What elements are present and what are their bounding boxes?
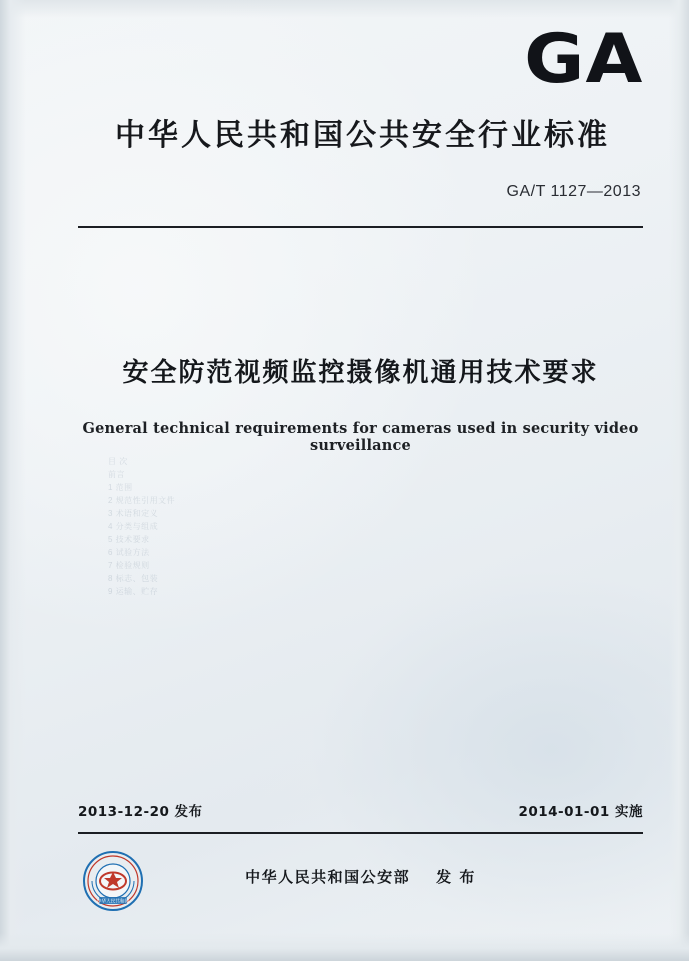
page-edge-left	[0, 0, 26, 961]
page-edge-right	[669, 0, 689, 961]
show-through-text: 目 次 前言 1 范围 2 规范性引用文件 3 术语和定义 4 分类与组成 5 技术要求 6 试验方法 7 检验规则 8 标志、包装 9 运输、贮存	[108, 457, 176, 596]
issue-date: 2013-12-20 发布	[78, 804, 203, 820]
issuer-line	[78, 866, 643, 887]
standard-number: GA/T 1127—2013	[506, 183, 641, 200]
svg-text:中华人民共和国: 中华人民共和国	[96, 899, 130, 905]
cover-content	[78, 0, 643, 961]
standard-series-title: 中华人民共和国公共安全行业标准	[115, 118, 610, 153]
implement-date: 2014-01-01 实施	[518, 804, 643, 820]
header-divider	[78, 226, 643, 228]
issuer-action: 发 布	[436, 868, 476, 886]
footer-divider	[78, 832, 643, 834]
page-title: 安全防范视频监控摄像机通用技术要求	[122, 358, 599, 388]
date-row	[78, 800, 643, 820]
ga-logo: GA	[523, 20, 643, 99]
issuer-name: 中华人民共和国公安部	[245, 868, 411, 886]
page-title-english: General technical requirements for cameras used in security video surveillance	[82, 420, 639, 454]
issuer-row	[78, 848, 643, 918]
